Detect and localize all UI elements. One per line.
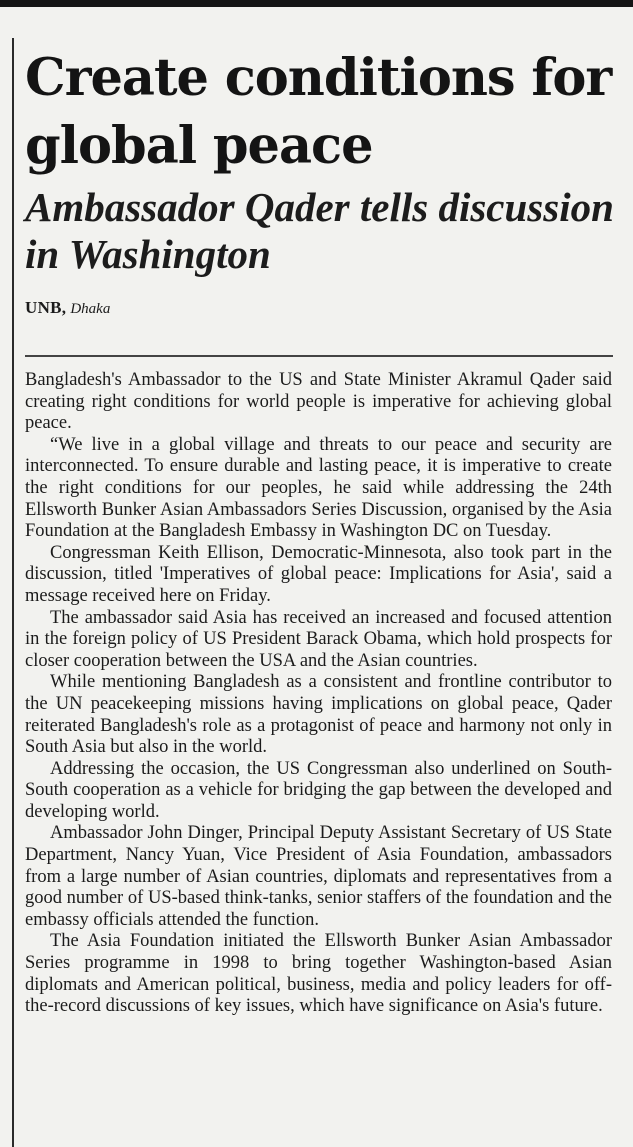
page-top-border	[0, 0, 633, 7]
body-paragraph: “We live in a global village and threats to our peace and security are interconnected. To ensure durable and lasting peace, it is imperative to create the right conditions for our peoples, he said while addressing the 24th Ellsworth Bunker Asian Ambassadors Series Discussion, organised by the Asia Foundation at the Bangladesh Embassy in Washington DC on Tuesday.	[25, 434, 612, 542]
subheadline: Ambassador Qader tells discussion in Washington	[25, 184, 614, 277]
body-paragraph: The ambassador said Asia has received an increased and focused attention in the foreign policy of US President Barack Obama, which hold prospects for closer cooperation between the USA and the Asian countries.	[25, 607, 612, 671]
byline-place: Dhaka	[70, 301, 111, 317]
headline: Create conditions for global peace	[25, 48, 612, 176]
article-header	[25, 44, 628, 320]
byline-agency: UNB,	[25, 298, 67, 317]
body-paragraph: Ambassador John Dinger, Principal Deputy Assistant Secretary of US State Department, Nancy Yuan, Vice President of Asia Foundation, ambassadors from a large number of Asian countries, diplomats and representatives from a good number of US-based think-tanks, senior staffers of the foundation and the embassy officials attended the function.	[25, 823, 612, 930]
body-paragraph: Addressing the occasion, the US Congressman also underlined on South-South cooperation as a vehicle for bridging the gap between the developed and developing world.	[25, 758, 612, 822]
body-paragraph: Bangladesh's Ambassador to the US and State Minister Akramul Qader said creating right conditions for world people is imperative for achieving global peace.	[25, 370, 612, 434]
body-paragraph: While mentioning Bangladesh as a consistent and frontline contributor to the UN peacekeeping missions having implications on global peace, Qader reiterated Bangladesh's role as a protagonist of peace and harmony not only in South Asia but also in the world.	[25, 672, 612, 758]
body-paragraph: Congressman Keith Ellison, Democratic-Minnesota, also took part in the discussion, titled 'Imperatives of global peace: Implications for Asia', said a message received here on Friday.	[25, 542, 612, 606]
article-body	[25, 370, 612, 1018]
body-paragraph: The Asia Foundation initiated the Ellsworth Bunker Asian Ambassador Series programme in 1998 to bring together Washington-based Asian diplomats and American political, business, media and policy leaders for off-the-record discussions of key issues, which have significance on Asia's future.	[25, 931, 612, 1017]
column-rule	[12, 38, 14, 1147]
byline	[25, 296, 628, 320]
byline-divider	[25, 355, 613, 357]
